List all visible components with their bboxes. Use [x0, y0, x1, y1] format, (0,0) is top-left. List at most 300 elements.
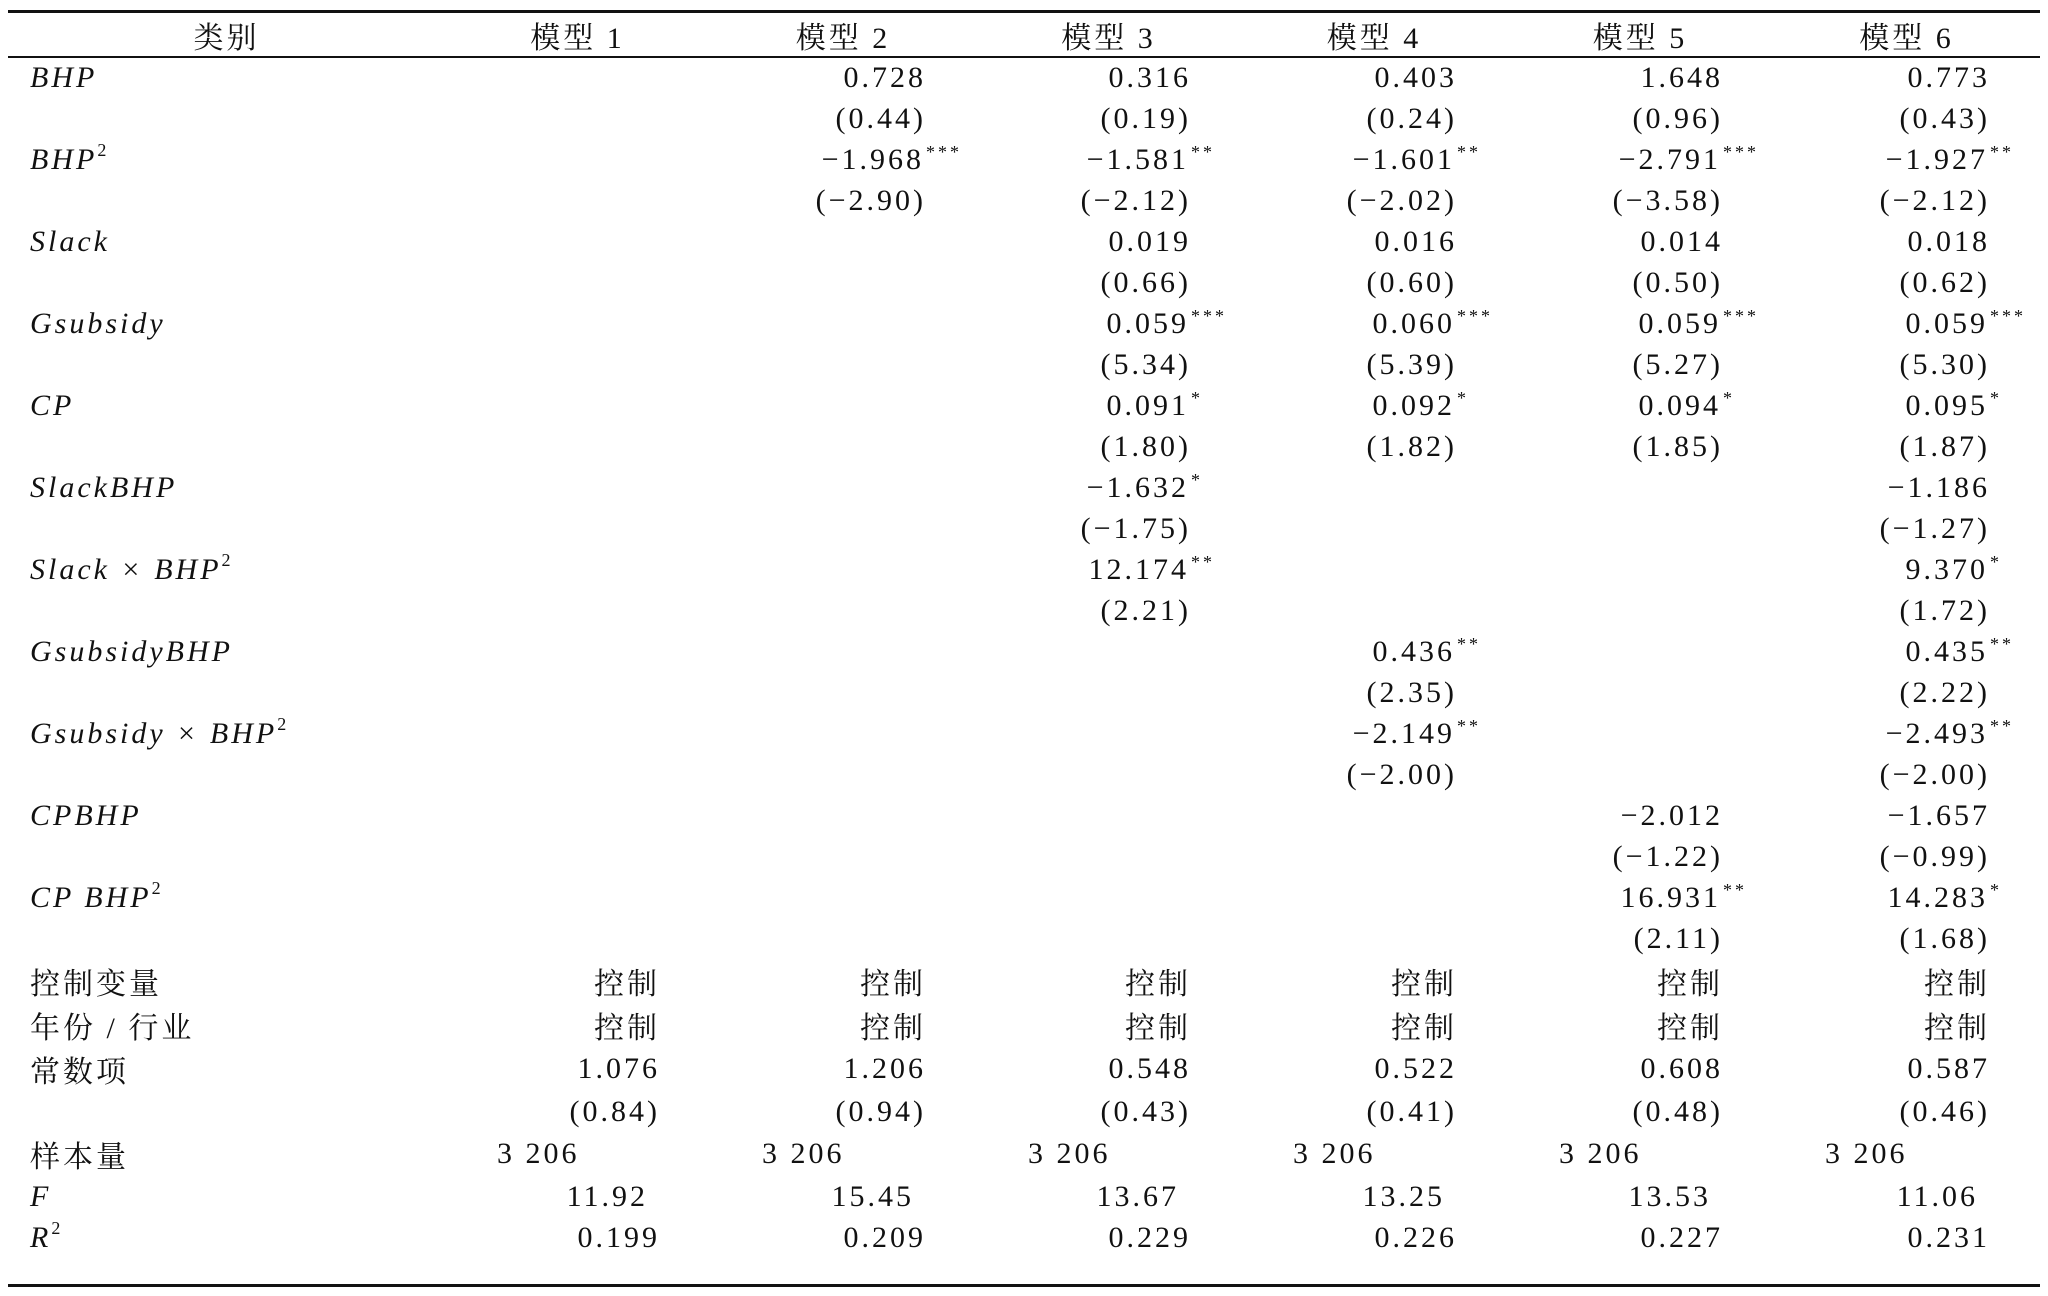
table-cell	[1773, 631, 2040, 672]
table-row	[8, 508, 2040, 549]
cell-value: 9.370	[1905, 552, 1988, 586]
table-row	[8, 713, 2040, 754]
cell-value: 11.06	[1896, 1179, 1978, 1213]
row-label	[8, 303, 445, 344]
cell-value: 0.403	[1374, 60, 1457, 94]
table-cell	[1773, 754, 2040, 795]
table-cell	[445, 180, 710, 221]
table-cell	[1773, 180, 2040, 221]
table-cell	[1241, 180, 1507, 221]
row-label	[8, 1091, 445, 1132]
table-cell	[1773, 549, 2040, 590]
table-cell	[445, 959, 710, 1003]
cell-value: 0.728	[843, 60, 926, 94]
cell-value: (0.60)	[1366, 265, 1457, 299]
cell-value: (2.11)	[1633, 921, 1723, 955]
table-cell	[976, 180, 1241, 221]
cell-value: 0.209	[843, 1220, 926, 1254]
cell-value: 控制	[1924, 968, 1990, 1001]
table-cell	[710, 467, 976, 508]
table-row	[8, 836, 2040, 877]
row-label	[8, 57, 445, 98]
significance-stars: ***	[1990, 305, 2026, 326]
table-cell	[710, 385, 976, 426]
table-cell	[976, 672, 1241, 713]
table-cell	[445, 139, 710, 180]
table-row	[8, 344, 2040, 385]
cell-value: (1.87)	[1899, 429, 1990, 463]
cell-value: (0.46)	[1899, 1094, 1990, 1128]
row-label	[8, 426, 445, 467]
row-label	[8, 836, 445, 877]
table-cell	[710, 1003, 976, 1047]
table-cell	[1241, 262, 1507, 303]
cell-value: (0.62)	[1899, 265, 1990, 299]
cell-value: 0.016	[1374, 224, 1457, 258]
table-cell	[1241, 57, 1507, 98]
row-label	[8, 631, 445, 672]
table-cell	[445, 57, 710, 98]
cell-value: 控制	[594, 1012, 660, 1045]
cell-value: (0.44)	[835, 101, 926, 135]
table-cell	[1241, 344, 1507, 385]
table-cell	[976, 1003, 1241, 1047]
regression-table	[8, 13, 2040, 1258]
table-cell	[976, 303, 1241, 344]
significance-stars: **	[1723, 879, 1747, 900]
header-model-3: 模型 3	[1061, 22, 1156, 55]
row-label	[8, 221, 445, 262]
cell-value: 14.283	[1887, 880, 1988, 914]
table-cell	[710, 672, 976, 713]
significance-stars: **	[1191, 141, 1215, 162]
table-cell	[1241, 631, 1507, 672]
cell-value: (−1.27)	[1879, 511, 1990, 545]
table-cell	[1241, 549, 1507, 590]
bottom-rule	[8, 1284, 2040, 1287]
cell-value: 12.174	[1088, 552, 1189, 586]
table-cell	[1507, 221, 1773, 262]
row-label	[8, 549, 445, 590]
table-cell	[1773, 98, 2040, 139]
row-label	[8, 344, 445, 385]
significance-stars: ***	[1723, 305, 1759, 326]
cell-value: (0.41)	[1366, 1094, 1457, 1128]
cell-value: 0.435	[1905, 634, 1988, 668]
cell-value: (−2.90)	[815, 183, 926, 217]
table-cell	[445, 508, 710, 549]
table-cell	[445, 426, 710, 467]
row-label	[8, 180, 445, 221]
cell-value: 控制	[1657, 1012, 1723, 1045]
cell-value: 控制	[860, 1012, 926, 1045]
table-cell	[1241, 1003, 1507, 1047]
table-row	[8, 795, 2040, 836]
table-cell	[976, 549, 1241, 590]
table-cell	[445, 344, 710, 385]
table-cell	[1507, 754, 1773, 795]
table-row	[8, 918, 2040, 959]
table-cell	[710, 1217, 976, 1258]
cell-value: (0.19)	[1100, 101, 1191, 135]
table-cell	[976, 467, 1241, 508]
table-cell	[1773, 1047, 2040, 1091]
significance-stars: ***	[1723, 141, 1759, 162]
table-cell	[1241, 795, 1507, 836]
cell-value: 11.92	[566, 1179, 648, 1213]
cell-value: 0.095	[1905, 388, 1988, 422]
table-cell	[976, 426, 1241, 467]
row-label	[8, 385, 445, 426]
table-cell	[1507, 836, 1773, 877]
table-cell	[1241, 590, 1507, 631]
table-cell	[445, 467, 710, 508]
table-cell	[976, 959, 1241, 1003]
table-cell	[1241, 713, 1507, 754]
header-category: 类别	[193, 22, 260, 55]
row-label	[8, 713, 445, 754]
table-cell	[1241, 1132, 1507, 1176]
table-cell	[1507, 385, 1773, 426]
table-cell	[710, 795, 976, 836]
cell-value: 0.226	[1374, 1220, 1457, 1254]
table-cell	[976, 385, 1241, 426]
cell-value: 0.018	[1907, 224, 1990, 258]
cell-value: (−3.58)	[1612, 183, 1723, 217]
table-cell	[445, 754, 710, 795]
cell-value: 3 206	[1559, 1137, 1642, 1170]
table-cell	[1507, 795, 1773, 836]
table-cell	[1507, 672, 1773, 713]
table-cell	[976, 1047, 1241, 1091]
table-cell	[1773, 959, 2040, 1003]
row-label	[8, 1003, 445, 1047]
row-label-superscript: 2	[221, 549, 234, 570]
row-label-text: CPBHP	[30, 798, 142, 832]
cell-value: −2.012	[1620, 798, 1723, 832]
table-cell	[445, 1132, 710, 1176]
cell-value: 0.019	[1108, 224, 1191, 258]
table-header-row	[8, 13, 2040, 57]
table-cell	[445, 672, 710, 713]
cell-value: (2.21)	[1100, 593, 1191, 627]
table-cell	[710, 57, 976, 98]
table-cell	[976, 344, 1241, 385]
table-row	[8, 467, 2040, 508]
cell-value: (5.39)	[1366, 347, 1457, 381]
table-row	[8, 385, 2040, 426]
cell-value: 控制	[594, 968, 660, 1001]
table-cell	[445, 1217, 710, 1258]
table-cell	[1241, 221, 1507, 262]
header-model-5: 模型 5	[1592, 22, 1688, 55]
table-cell	[1507, 303, 1773, 344]
row-label-text: Gsubsidy	[30, 306, 166, 340]
cell-value: (−1.22)	[1612, 839, 1723, 873]
table-cell	[1507, 139, 1773, 180]
table-cell	[1241, 139, 1507, 180]
table-cell	[710, 631, 976, 672]
table-cell	[1241, 918, 1507, 959]
row-label	[8, 1176, 445, 1217]
table-cell	[976, 918, 1241, 959]
row-label-text: CP	[30, 388, 75, 422]
table-cell	[710, 508, 976, 549]
table-cell	[710, 344, 976, 385]
table-cell	[976, 713, 1241, 754]
table-cell	[1507, 262, 1773, 303]
header-model-4: 模型 4	[1326, 22, 1422, 55]
header-model-2: 模型 2	[795, 22, 891, 55]
table-cell	[1507, 959, 1773, 1003]
row-label-text: SlackBHP	[30, 470, 178, 504]
row-label	[8, 877, 445, 918]
table-cell	[1507, 98, 1773, 139]
table-cell	[1241, 754, 1507, 795]
table-cell	[976, 508, 1241, 549]
cell-value: (0.66)	[1100, 265, 1191, 299]
cell-value: 0.773	[1907, 60, 1990, 94]
significance-stars: *	[1723, 387, 1735, 408]
table-row	[8, 303, 2040, 344]
table-cell	[710, 1132, 976, 1176]
table-cell	[710, 262, 976, 303]
table-cell	[1773, 1217, 2040, 1258]
cell-value: 0.092	[1372, 388, 1455, 422]
table-cell	[445, 877, 710, 918]
table-cell	[445, 221, 710, 262]
table-cell	[1773, 672, 2040, 713]
table-cell	[1507, 1003, 1773, 1047]
significance-stars: **	[1457, 633, 1481, 654]
table-cell	[1241, 1091, 1507, 1132]
cell-value: (0.43)	[1100, 1094, 1191, 1128]
significance-stars: **	[1990, 633, 2014, 654]
cell-value: (−0.99)	[1879, 839, 1990, 873]
cell-value: (2.22)	[1899, 675, 1990, 709]
row-label-text: Slack × BHP	[30, 552, 222, 586]
row-label	[8, 590, 445, 631]
table-cell	[976, 590, 1241, 631]
row-label-text: R	[30, 1220, 52, 1254]
table-cell	[710, 426, 976, 467]
table-cell	[710, 1047, 976, 1091]
cell-value: (0.96)	[1632, 101, 1723, 135]
cell-value: 控制	[1657, 968, 1723, 1001]
table-cell	[710, 590, 976, 631]
cell-value: 1.206	[843, 1052, 926, 1085]
cell-value: 13.25	[1362, 1179, 1445, 1213]
row-label-text: 常数项	[30, 1056, 129, 1089]
row-label-text: 控制变量	[30, 968, 162, 1001]
table-cell	[1507, 508, 1773, 549]
cell-value: (5.34)	[1100, 347, 1191, 381]
table-cell	[1241, 98, 1507, 139]
cell-value: (−1.75)	[1080, 511, 1191, 545]
cell-value: (5.30)	[1899, 347, 1990, 381]
table-cell	[1773, 713, 2040, 754]
cell-value: 控制	[1391, 1012, 1457, 1045]
cell-value: 1.648	[1640, 60, 1723, 94]
table-cell	[976, 139, 1241, 180]
table-cell	[1507, 590, 1773, 631]
cell-value: −1.968	[821, 142, 924, 176]
row-label	[8, 795, 445, 836]
significance-stars: *	[1990, 879, 2002, 900]
cell-value: −2.149	[1352, 716, 1455, 750]
table-cell	[445, 713, 710, 754]
table-cell	[1507, 1091, 1773, 1132]
row-label-text: BHP	[30, 142, 98, 176]
table-cell	[445, 1176, 710, 1217]
significance-stars: **	[1990, 715, 2014, 736]
cell-value: (5.27)	[1632, 347, 1723, 381]
table-cell	[1507, 1132, 1773, 1176]
table-row	[8, 590, 2040, 631]
table-row	[8, 754, 2040, 795]
cell-value: (0.24)	[1366, 101, 1457, 135]
row-label-text: Slack	[30, 224, 110, 258]
table-cell	[976, 57, 1241, 98]
cell-value: 13.67	[1096, 1179, 1179, 1213]
table-cell	[1241, 303, 1507, 344]
significance-stars: **	[1457, 715, 1481, 736]
cell-value: (2.35)	[1366, 675, 1457, 709]
cell-value: (−2.00)	[1879, 757, 1990, 791]
cell-value: (0.43)	[1899, 101, 1990, 135]
cell-value: 0.608	[1640, 1052, 1723, 1085]
cell-value: (1.80)	[1100, 429, 1191, 463]
cell-value: 0.059	[1106, 306, 1189, 340]
table-body	[8, 57, 2040, 1258]
table-cell	[1507, 1176, 1773, 1217]
row-label	[8, 918, 445, 959]
table-cell	[1241, 467, 1507, 508]
cell-value: (0.48)	[1632, 1094, 1723, 1128]
cell-value: −1.657	[1887, 798, 1990, 832]
table-cell	[1773, 303, 2040, 344]
row-label	[8, 262, 445, 303]
significance-stars: **	[1191, 551, 1215, 572]
table-cell	[1773, 262, 2040, 303]
cell-value: 控制	[1391, 968, 1457, 1001]
table-cell	[976, 877, 1241, 918]
table-row	[8, 672, 2040, 713]
significance-stars: *	[1191, 387, 1203, 408]
table-row	[8, 1003, 2040, 1047]
cell-value: (−2.02)	[1346, 183, 1457, 217]
cell-value: 0.091	[1106, 388, 1189, 422]
table-cell	[1507, 1047, 1773, 1091]
table-row	[8, 549, 2040, 590]
cell-value: (0.84)	[569, 1094, 660, 1128]
cell-value: 0.436	[1372, 634, 1455, 668]
cell-value: 3 206	[1825, 1137, 1908, 1170]
table-cell	[710, 139, 976, 180]
significance-stars: ***	[1191, 305, 1227, 326]
table-cell	[1773, 221, 2040, 262]
table-cell	[445, 1047, 710, 1091]
row-label	[8, 672, 445, 713]
cell-value: 0.059	[1638, 306, 1721, 340]
table-cell	[445, 836, 710, 877]
row-label-text: F	[30, 1179, 52, 1213]
row-label-text: BHP	[30, 60, 98, 94]
table-cell	[1507, 180, 1773, 221]
table-cell	[445, 549, 710, 590]
row-label-text: 年份 / 行业	[30, 1012, 195, 1045]
table-row	[8, 1047, 2040, 1091]
cell-value: −1.581	[1086, 142, 1189, 176]
cell-value: −1.927	[1885, 142, 1988, 176]
row-label-text: 样本量	[30, 1141, 129, 1174]
table-cell	[976, 98, 1241, 139]
cell-value: (0.50)	[1632, 265, 1723, 299]
table-cell	[1773, 467, 2040, 508]
cell-value: −1.186	[1887, 470, 1990, 504]
table-cell	[445, 1003, 710, 1047]
table-cell	[1507, 1217, 1773, 1258]
cell-value: 3 206	[1293, 1137, 1376, 1170]
cell-value: (−2.00)	[1346, 757, 1457, 791]
cell-value: 3 206	[1028, 1137, 1111, 1170]
table-cell	[445, 1091, 710, 1132]
row-label	[8, 139, 445, 180]
cell-value: (1.85)	[1632, 429, 1723, 463]
table-cell	[445, 303, 710, 344]
table-row	[8, 426, 2040, 467]
significance-stars: **	[1457, 141, 1481, 162]
cell-value: 0.522	[1374, 1052, 1457, 1085]
table-cell	[710, 713, 976, 754]
cell-value: 0.227	[1640, 1220, 1723, 1254]
table-cell	[1773, 385, 2040, 426]
table-cell	[1773, 590, 2040, 631]
cell-value: −1.601	[1352, 142, 1455, 176]
table-cell	[1507, 918, 1773, 959]
row-label-superscript: 2	[97, 139, 110, 160]
significance-stars: *	[1457, 387, 1469, 408]
significance-stars: **	[1990, 141, 2014, 162]
significance-stars: *	[1990, 387, 2002, 408]
table-cell	[1507, 344, 1773, 385]
cell-value: (1.72)	[1899, 593, 1990, 627]
table-cell	[710, 877, 976, 918]
table-row	[8, 98, 2040, 139]
significance-stars: *	[1191, 469, 1203, 490]
table-cell	[710, 1176, 976, 1217]
table-cell	[1507, 57, 1773, 98]
row-label	[8, 508, 445, 549]
row-label-text: GsubsidyBHP	[30, 634, 233, 668]
table-cell	[976, 1132, 1241, 1176]
table-cell	[445, 631, 710, 672]
table-row	[8, 180, 2040, 221]
cell-value: 控制	[1125, 1012, 1191, 1045]
table-row	[8, 959, 2040, 1003]
cell-value: 0.231	[1907, 1220, 1990, 1254]
table-cell	[445, 262, 710, 303]
table-cell	[976, 836, 1241, 877]
cell-value: 3 206	[762, 1137, 845, 1170]
table-cell	[1773, 877, 2040, 918]
table-cell	[1773, 344, 2040, 385]
significance-stars: ***	[926, 141, 962, 162]
cell-value: 控制	[860, 968, 926, 1001]
table-cell	[1507, 631, 1773, 672]
table-cell	[1773, 1176, 2040, 1217]
cell-value: 0.014	[1640, 224, 1723, 258]
